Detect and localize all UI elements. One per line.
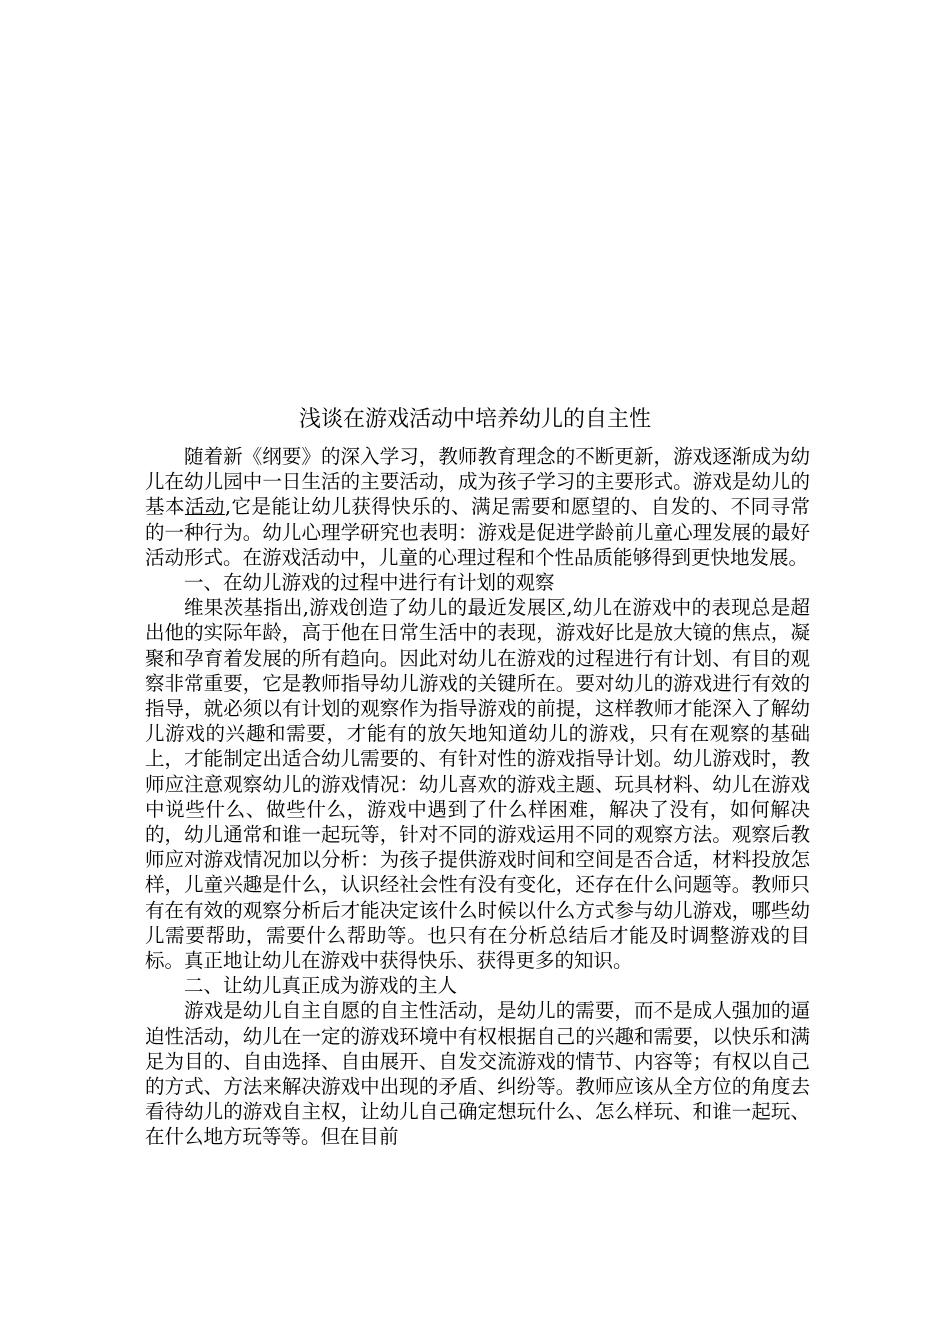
document-body: [145, 444, 810, 1150]
section-2-heading: 二、让幼儿真正成为游戏的主人: [184, 974, 458, 998]
section-1-paragraph: 维果茨基指出,游戏创造了幼儿的最近发展区,幼儿在游戏中的表现总是超出他的实际年龄，高于他在日常生活中的表现，游戏好比是放大镜的焦点，凝聚和孕育着发展的所有趋向。因此对幼儿在游戏的过程进行有计划、有目的观察非常重要，它是教师指导幼儿游戏的关键所在。要对幼儿的游戏进行有效的指导，就必须以有计划的观察作为指导游戏的前提，这样教师才能深入了解幼儿游戏的兴趣和需要，才能有的放矢地知道幼儿的游戏，只有在观察的基础上，才能制定出适合幼儿需要的、有针对性的游戏指导计划。幼儿游戏时，教师应注意观察幼儿的游戏情况：幼儿喜欢的游戏主题、玩具材料、幼儿在游戏中说些什么、做些什么，游戏中遇到了什么样困难，解决了没有，如何解决的，幼儿通常和谁一起玩等，针对不同的游戏运用不同的观察方法。观察后教师应对游戏情况加以分析：为孩子提供游戏时间和空间是否合适，材料投放怎样，儿童兴趣是什么，认识经社会性有没有变化，还存在什么问题等。教师只有在有效的观察分析后才能决定该什么时候以什么方式参与幼儿游戏，哪些幼儿需要帮助，需要什么帮助等。也只有在分析总结后才能及时调整游戏的目标。真正地让幼儿在游戏中获得快乐、获得更多的知识。: [145, 596, 810, 973]
intro-text-end: ,它是能让幼儿获得快乐的、满足需要和愿望的、自发的、不同寻常的一种行为。幼儿心理学研究也表明：游戏是促进学龄前儿童心理发展的最好活动形式。在游戏活动中，儿童的心理过程和个性品质能够得到更快地发展。: [145, 495, 810, 569]
section-2-paragraph: 游戏是幼儿自主自愿的自主性活动，是幼儿的需要，而不是成人强加的逼迫性活动，幼儿在一定的游戏环境中有权根据自己的兴趣和需要，以快乐和满足为目的、自由选择、自由展开、自发交流游戏的情节、内容等；有权以自己的方式、方法来解决游戏中出现的矛盾、纠纷等。教师应该从全方位的角度去看待幼儿的游戏自主权，让幼儿自己确定想玩什么、怎么样玩、和谁一起玩、在什么地方玩等等。但在目前: [145, 999, 810, 1149]
document-title: 浅谈在游戏活动中培养幼儿的自主性: [298, 407, 651, 432]
intro-paragraph: [145, 444, 810, 570]
section-1-heading: 一、在幼儿游戏的过程中进行有计划的观察: [184, 571, 555, 595]
activity-link[interactable]: 活动: [184, 495, 225, 519]
intro-text-start: 随着新《纲要》的深入学习，教师教育理念的不断更新，游戏逐渐成为幼儿在幼儿园中一日生活的主要活动，成为孩子学习的主要形式。游戏是幼儿的基本: [145, 445, 810, 519]
